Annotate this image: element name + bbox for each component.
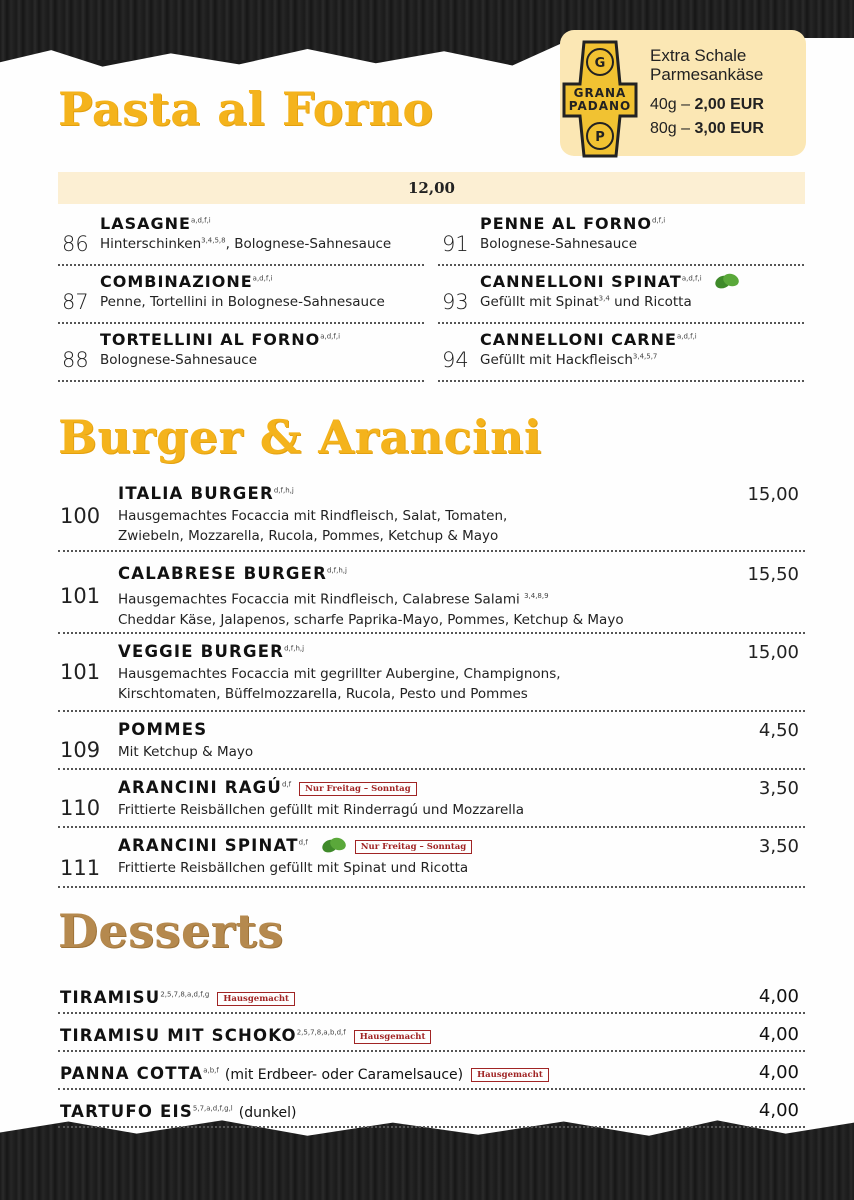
item-description: Mit Ketchup & Mayo [118,744,254,760]
item-number: 91 [442,232,469,256]
menu-item[interactable] [58,1054,805,1090]
item-number: 101 [60,584,101,608]
burger-section-title: Burger & Arancini [58,410,542,464]
item-price: 4,00 [758,986,799,1007]
item-name: CANNELLONI CARNE$^{a,d,f,i}$ [480,330,697,349]
menu-item[interactable] [58,770,805,828]
homemade-badge: Hausgemacht [354,1030,432,1044]
item-price: 3,50 [758,778,799,799]
menu-item[interactable] [58,634,805,712]
logo-line-2: PADANO [568,99,632,113]
item-number: 100 [60,504,101,528]
item-price: 4,00 [758,1024,799,1045]
item-name: CANNELLONI SPINAT$^{a,d,f,i}$ [480,272,740,291]
item-number: 86 [62,232,89,256]
menu-item[interactable] [58,328,424,382]
menu-item[interactable] [58,1016,805,1052]
item-name: POMMES [118,720,208,739]
menu-item[interactable] [58,476,805,552]
item-price: 4,00 [758,1062,799,1083]
extra-cheese-title [650,46,800,84]
item-number: 101 [60,660,101,684]
item-name: ARANCINI RAGÚ$^{d,f}$ Nur Freitag – Sonntag [118,778,417,797]
menu-item[interactable] [58,828,805,888]
menu-item[interactable] [58,556,805,634]
item-description: Bolognese-Sahnesauce [480,236,638,252]
menu-item[interactable] [438,328,804,382]
cheese-option-size: 80g – [650,120,691,137]
item-description: Penne, Tortellini in Bolognese-Sahnesauce [100,294,385,310]
item-number: 109 [60,738,101,762]
item-price: 15,00 [747,484,799,505]
item-description: Hausgemachtes Focaccia mit gegrillter Aubergine, Champignons, Kirschtomaten, Büffelmozzarella, Rucola, Pesto und Pommes [118,666,561,702]
item-price: 4,50 [758,720,799,741]
extra-cheese-title-line1: Extra Schale [650,46,747,65]
item-name: ITALIA BURGER$^{d,f,h,j}$ [118,484,294,503]
cheese-option-40g [650,96,764,114]
menu-item[interactable] [58,212,424,266]
logo-bottom-letter: P [595,130,605,145]
menu-item[interactable] [58,712,805,770]
basil-leaf-icon [714,272,740,290]
logo-top-letter: G [594,56,606,71]
item-description: Frittierte Reisbällchen gefüllt mit Spinat und Ricotta [118,860,469,876]
pasta-section-title: Pasta al Forno [58,82,434,136]
homemade-badge: Hausgemacht [471,1068,549,1082]
item-name: TIRAMISU MIT SCHOKO$^{2,5,7,8,a,b,d,f}$ Hausgemacht [60,1026,431,1045]
item-name: PENNE AL FORNO$^{d,f,i}$ [480,214,666,233]
item-name: VEGGIE BURGER$^{d,f,h,j}$ [118,642,305,661]
item-name: TARTUFO EIS$^{5,7,a,d,f,g,l}$ (dunkel) [60,1102,297,1121]
item-number: 93 [442,290,469,314]
item-name: ARANCINI SPINAT$^{d,f}$ Nur Freitag – Sonntag [118,836,472,855]
cheese-option-size: 40g – [650,96,691,113]
item-number: 110 [60,796,101,820]
cheese-option-price: 3,00 EUR [694,120,764,137]
item-name: TIRAMISU$^{2,5,7,8,a,d,f,g}$ Hausgemacht [60,988,295,1007]
cheese-option-price: 2,00 EUR [694,96,764,113]
item-number: 111 [60,856,101,880]
item-price: 15,00 [747,642,799,663]
item-number: 94 [442,348,469,372]
menu-item[interactable] [438,212,804,266]
basil-leaf-icon [321,836,347,854]
item-name: CALABRESE BURGER$^{d,f,h,j}$ [118,564,347,583]
item-extra: (mit Erdbeer- oder Caramelsauce) [224,1067,464,1083]
grana-padano-logo [562,40,638,158]
logo-line-1: GRANA [573,86,627,100]
item-description: Hinterschinken$^{3,4,5,8}$, Bolognese-Sahnesauce [100,236,392,252]
item-number: 88 [62,348,89,372]
item-description: Gefüllt mit Spinat$^{3,4}$ und Ricotta [480,294,692,310]
pasta-price-bar: 12,00 [58,172,805,204]
item-name: TORTELLINI AL FORNO$^{a,d,f,i}$ [100,330,341,349]
availability-badge: Nur Freitag – Sonntag [299,782,416,796]
item-name: LASAGNE$^{a,d,f,i}$ [100,214,211,233]
availability-badge: Nur Freitag – Sonntag [355,840,472,854]
item-price: 15,50 [747,564,799,585]
cheese-option-80g [650,120,764,138]
item-description: Bolognese-Sahnesauce [100,352,258,368]
menu-item[interactable] [58,978,805,1014]
item-price: 4,00 [758,1100,799,1121]
homemade-badge: Hausgemacht [217,992,295,1006]
item-extra: (dunkel) [238,1105,297,1121]
item-number: 87 [62,290,89,314]
item-description: Hausgemachtes Focaccia mit Rindfleisch, Salat, Tomaten, Zwiebeln, Mozzarella, Rucola, Pommes, Ketchup & Mayo [118,508,508,544]
menu-item[interactable] [58,270,424,324]
item-name: PANNA COTTA$^{a,b,f}$ (mit Erdbeer- oder Caramelsauce) Hausgemacht [60,1064,549,1083]
item-price: 3,50 [758,836,799,857]
desserts-section-title: Desserts [58,904,284,958]
item-description: Hausgemachtes Focaccia mit Rindfleisch, Calabrese Salami $^{3,4,8,9}$ Cheddar Käse, Jalapenos, scharfe Paprika-Mayo, Pommes, Ketchup & Mayo [118,591,624,628]
item-description: Gefüllt mit Hackfleisch$^{3,4,5,7}$ [480,352,658,368]
menu-item[interactable] [438,270,804,324]
menu-item[interactable] [58,1092,805,1128]
item-name: COMBINAZIONE$^{a,d,f,i}$ [100,272,273,291]
item-description: Frittierte Reisbällchen gefüllt mit Rinderragú und Mozzarella [118,802,525,818]
extra-cheese-title-line2: Parmesankäse [650,65,764,84]
